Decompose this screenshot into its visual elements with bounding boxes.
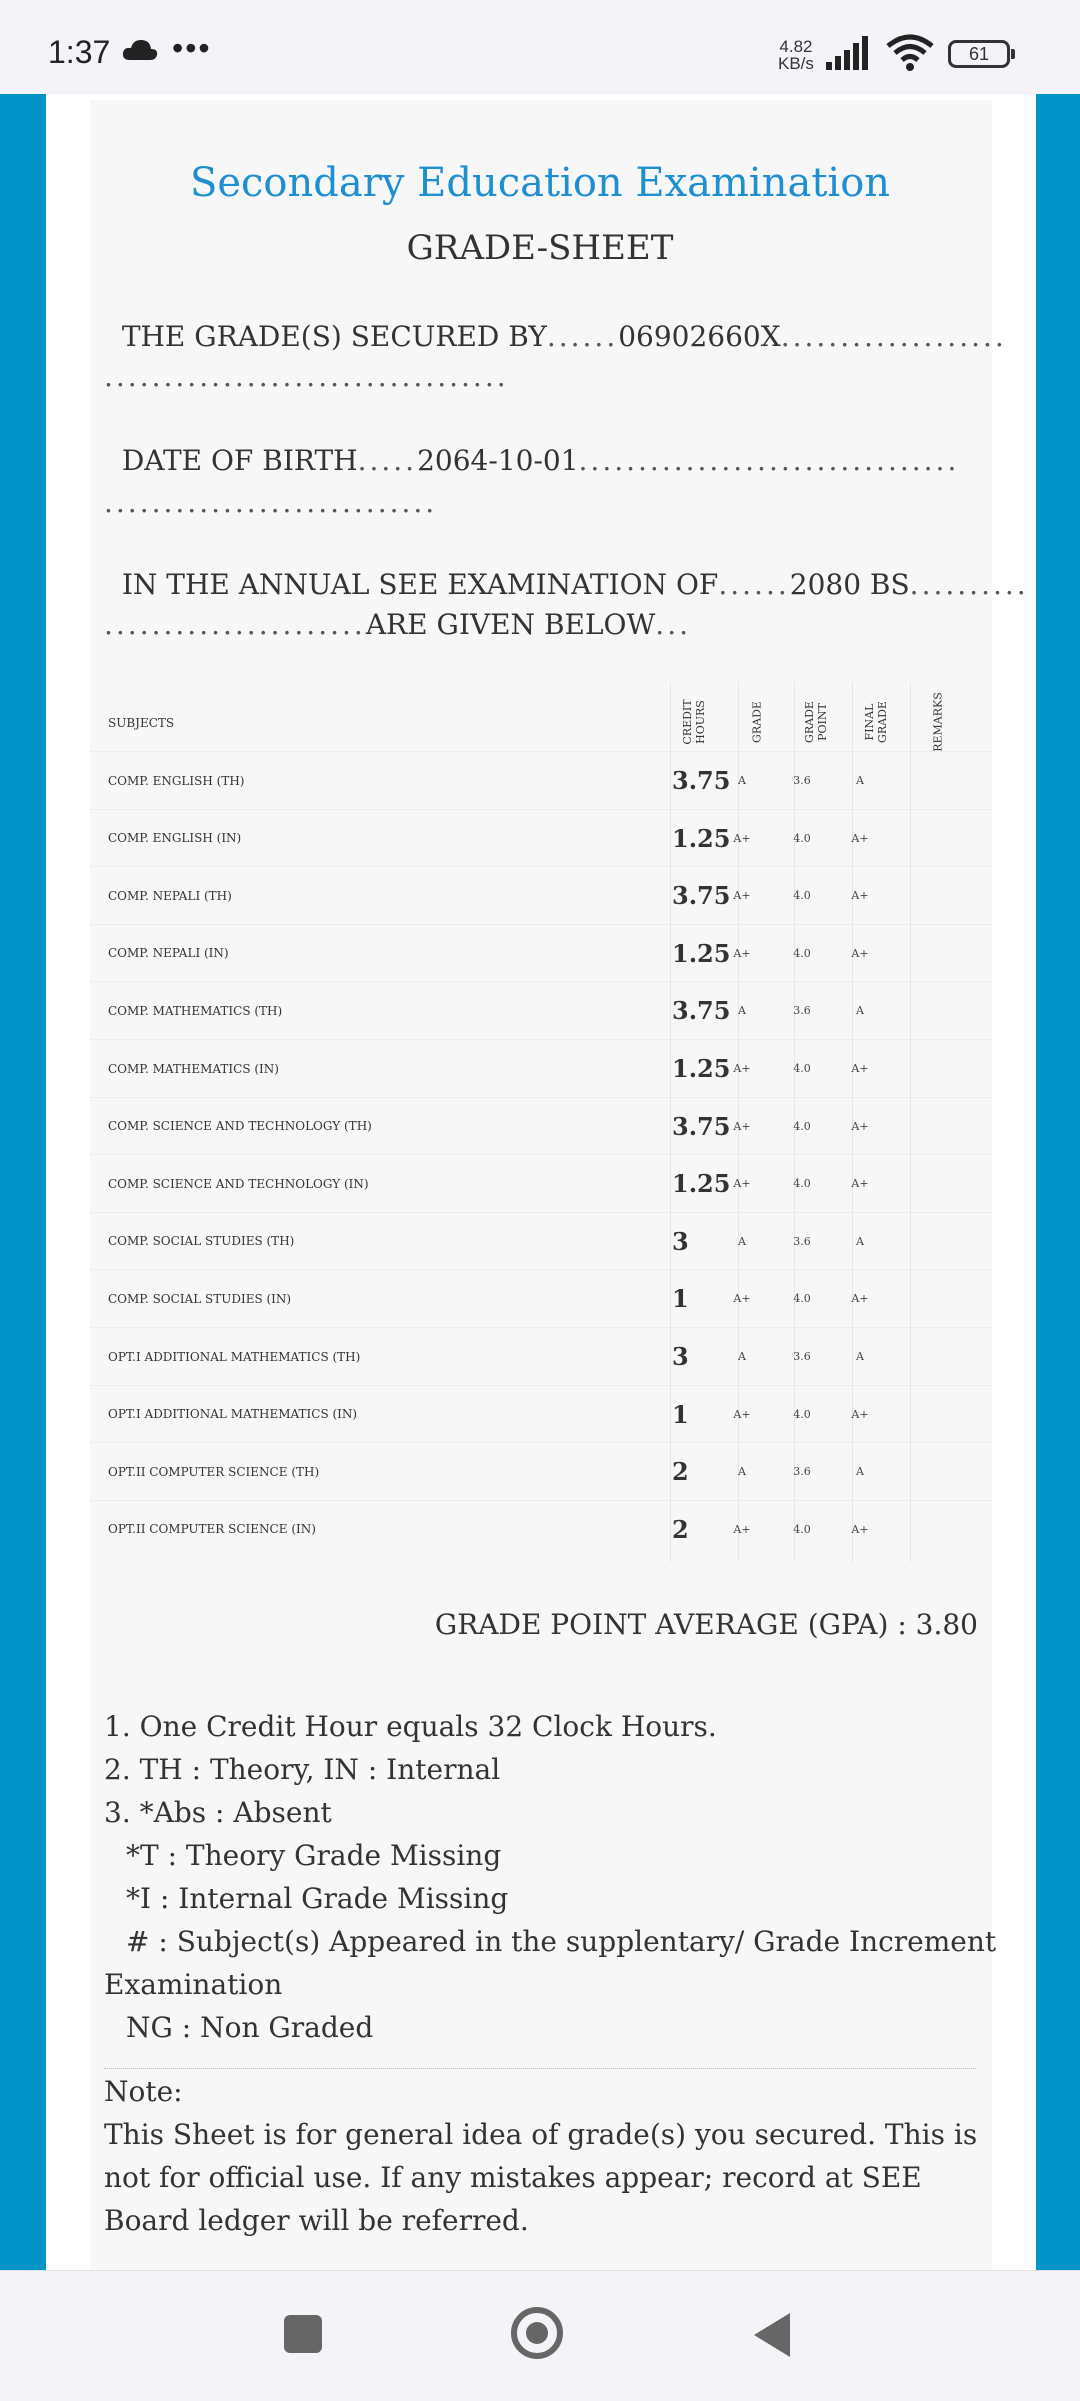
- credit-hours-cell: 1: [672, 1284, 689, 1314]
- status-time: 1:37: [48, 34, 111, 70]
- navigation-bar: [0, 2270, 1080, 2401]
- exam-year: 2080 BS: [789, 568, 910, 601]
- table-row: [90, 1500, 992, 1558]
- subject-cell: COMP. SOCIAL STUDIES (IN): [108, 1291, 292, 1306]
- final-grade-cell: A: [856, 1234, 864, 1248]
- final-grade-cell: A+: [851, 1177, 869, 1191]
- table-row: [90, 1212, 992, 1270]
- credit-hours-cell: 2: [672, 1457, 689, 1487]
- table-row: [90, 981, 992, 1039]
- grade-point-cell: 3.6: [793, 1234, 811, 1248]
- given-below-line: ......................ARE GIVEN BELOW...: [104, 608, 691, 641]
- subject-cell: COMP. SCIENCE AND TECHNOLOGY (IN): [108, 1176, 369, 1191]
- grade-point-cell: 4.0: [793, 1407, 811, 1421]
- dob-dots: ............................: [104, 486, 438, 519]
- sheet-title: GRADE-SHEET: [406, 228, 674, 268]
- subject-cell: OPT.I ADDITIONAL MATHEMATICS (TH): [108, 1349, 361, 1364]
- cloud-icon: [122, 38, 158, 62]
- grade-cell: A+: [733, 1177, 751, 1191]
- grade-cell: A+: [733, 1119, 751, 1133]
- credit-hours-cell: 3.75: [672, 996, 731, 1026]
- notes-divider: [104, 2068, 976, 2069]
- grade-cell: A+: [733, 1062, 751, 1075]
- final-grade-cell: A+: [851, 1062, 869, 1075]
- more-notifications-icon: •••: [172, 30, 212, 66]
- grade-cell: A+: [733, 831, 751, 845]
- gpa-value: GRADE POINT AVERAGE (GPA) : 3.80: [434, 1608, 978, 1641]
- note-text: This Sheet is for general idea of grade(s) you secured. This is not for official use. If any mistakes appear; record at SEE Board ledger will be referred.: [104, 2118, 978, 2237]
- secured-by-label: THE GRADE(S) SECURED BY: [121, 320, 547, 353]
- grade-point-cell: 4.0: [793, 831, 811, 845]
- subject-cell: COMP. ENGLISH (IN): [108, 831, 242, 846]
- note-line: Examination: [104, 1968, 283, 2001]
- grade-cell: A+: [733, 1292, 751, 1306]
- header-credit-hours: [664, 690, 724, 754]
- grade-point-cell: 4.0: [793, 946, 811, 960]
- grade-cell: A: [738, 1004, 746, 1018]
- grade-cell: A+: [733, 946, 751, 960]
- grade-point-cell: 3.6: [793, 1004, 811, 1018]
- final-grade-cell: A+: [851, 1407, 869, 1421]
- header-credit-hours-label: CREDIT HOURS: [681, 699, 707, 745]
- credit-hours-cell: 1.25: [672, 938, 731, 968]
- final-grade-cell: A: [856, 1465, 864, 1479]
- credit-hours-cell: 2: [672, 1514, 689, 1544]
- header-grade-point-label: GRADE POINT: [803, 701, 829, 743]
- subject-cell: COMP. MATHEMATICS (TH): [108, 1003, 283, 1018]
- subject-cell: COMP. MATHEMATICS (IN): [108, 1061, 279, 1076]
- symbol-number: 06902660X: [618, 320, 781, 353]
- note-line: 3. *Abs : Absent: [104, 1796, 332, 1829]
- note-line: *I : Internal Grade Missing: [126, 1882, 509, 1915]
- note-label: Note:: [104, 2075, 183, 2108]
- secured-by-dots: ..................................: [104, 360, 509, 393]
- final-grade-cell: A+: [851, 1292, 869, 1306]
- header-subjects: SUBJECTS: [108, 716, 175, 730]
- grade-cell: A+: [733, 1407, 751, 1421]
- final-grade-cell: A+: [851, 889, 869, 903]
- table-row: [90, 1039, 992, 1097]
- table-row: [90, 1327, 992, 1385]
- header-grade-point: [788, 690, 844, 754]
- header-grade-label: GRADE: [750, 701, 764, 743]
- grade-point-cell: 4.0: [793, 1119, 811, 1133]
- final-grade-cell: A+: [851, 1522, 869, 1536]
- credit-hours-cell: 1.25: [672, 1169, 731, 1199]
- given-below-label: ARE GIVEN BELOW: [365, 608, 656, 641]
- wifi-icon: [886, 34, 934, 72]
- credit-hours-cell: 3: [672, 1226, 689, 1256]
- final-grade-cell: A: [856, 1350, 864, 1363]
- note-line: 2. TH : Theory, IN : Internal: [104, 1753, 501, 1786]
- exam-title: Secondary Education Examination: [189, 160, 891, 206]
- grade-point-cell: 4.0: [793, 1522, 811, 1536]
- status-bar: [0, 0, 1080, 94]
- table-row: [90, 1097, 992, 1155]
- credit-hours-cell: 1: [672, 1399, 689, 1429]
- subject-cell: OPT.II COMPUTER SCIENCE (IN): [108, 1522, 316, 1537]
- final-grade-cell: A+: [851, 831, 869, 845]
- table-row: [90, 1154, 992, 1212]
- credit-hours-cell: 3.75: [672, 766, 731, 795]
- grade-point-cell: 4.0: [793, 1177, 811, 1191]
- grade-cell: A: [738, 1465, 746, 1479]
- page-border-right: [1036, 94, 1080, 2270]
- dob-line: DATE OF BIRTH.....2064-10-01................................: [121, 444, 960, 477]
- recent-apps-icon[interactable]: [284, 2315, 322, 2353]
- note-line: 1. One Credit Hour equals 32 Clock Hours.: [104, 1710, 717, 1743]
- table-row: [90, 1385, 992, 1443]
- exam-line: IN THE ANNUAL SEE EXAMINATION OF......2080 BS..........: [121, 568, 1029, 601]
- grade-point-cell: 3.6: [793, 1350, 811, 1363]
- table-row: [90, 866, 992, 924]
- network-speed: [778, 38, 814, 72]
- note-line: NG : Non Graded: [126, 2011, 374, 2044]
- credit-hours-cell: 1.25: [672, 1054, 731, 1083]
- note-line: *T : Theory Grade Missing: [126, 1839, 502, 1872]
- header-remarks-label: REMARKS: [931, 692, 945, 752]
- grade-cell: A: [738, 774, 746, 787]
- final-grade-cell: A+: [851, 1119, 869, 1133]
- speed-unit: KB/s: [778, 54, 814, 73]
- dob-label: DATE OF BIRTH: [121, 444, 358, 477]
- legend-notes: [104, 1705, 996, 2049]
- credit-hours-cell: 3.75: [672, 1111, 731, 1141]
- header-final-grade: [848, 690, 904, 754]
- grade-point-cell: 4.0: [793, 1062, 811, 1075]
- subject-cell: COMP. ENGLISH (TH): [108, 773, 245, 788]
- note-line: # : Subject(s) Appeared in the supplentary/ Grade Increment: [126, 1925, 997, 1958]
- subject-cell: COMP. NEPALI (IN): [108, 946, 229, 961]
- table-row: [90, 809, 992, 867]
- grade-point-cell: 3.6: [793, 774, 811, 787]
- table-row: [90, 1269, 992, 1327]
- subject-cell: OPT.II COMPUTER SCIENCE (TH): [108, 1464, 320, 1479]
- grade-cell: A+: [733, 889, 751, 903]
- subject-cell: COMP. NEPALI (TH): [108, 888, 232, 903]
- credit-hours-cell: 3.75: [672, 881, 731, 911]
- header-final-grade-label: FINAL GRADE: [863, 701, 889, 743]
- grade-cell: A+: [733, 1522, 751, 1536]
- table-header: [104, 682, 980, 756]
- back-icon[interactable]: [754, 2313, 790, 2357]
- secured-by-line: THE GRADE(S) SECURED BY......06902660X...................: [121, 320, 1007, 353]
- final-grade-cell: A+: [851, 946, 869, 960]
- grade-point-cell: 3.6: [793, 1465, 811, 1479]
- subject-cell: OPT.I ADDITIONAL MATHEMATICS (IN): [108, 1407, 358, 1422]
- disclaimer: [104, 2070, 984, 2242]
- page-border-left: [0, 94, 46, 2270]
- home-icon[interactable]: [511, 2307, 563, 2359]
- final-grade-cell: A: [856, 1004, 864, 1018]
- table-row: [90, 751, 992, 809]
- grade-point-cell: 4.0: [793, 889, 811, 903]
- table-row: [90, 1442, 992, 1500]
- speed-value: 4.82: [779, 37, 813, 56]
- credit-hours-cell: 1.25: [672, 823, 731, 853]
- battery-icon: 61: [948, 40, 1010, 68]
- exam-label: IN THE ANNUAL SEE EXAMINATION OF: [121, 568, 719, 601]
- table-row: [90, 924, 992, 982]
- date-of-birth: 2064-10-01: [417, 444, 579, 477]
- grade-cell: A: [738, 1350, 746, 1363]
- header-remarks: [906, 690, 970, 754]
- grade-point-cell: 4.0: [793, 1292, 811, 1306]
- grade-cell: A: [738, 1234, 746, 1248]
- subject-cell: COMP. SCIENCE AND TECHNOLOGY (TH): [108, 1119, 372, 1134]
- subject-cell: COMP. SOCIAL STUDIES (TH): [108, 1234, 295, 1249]
- signal-icon: [826, 36, 874, 70]
- final-grade-cell: A: [856, 774, 864, 787]
- credit-hours-cell: 3: [672, 1342, 689, 1371]
